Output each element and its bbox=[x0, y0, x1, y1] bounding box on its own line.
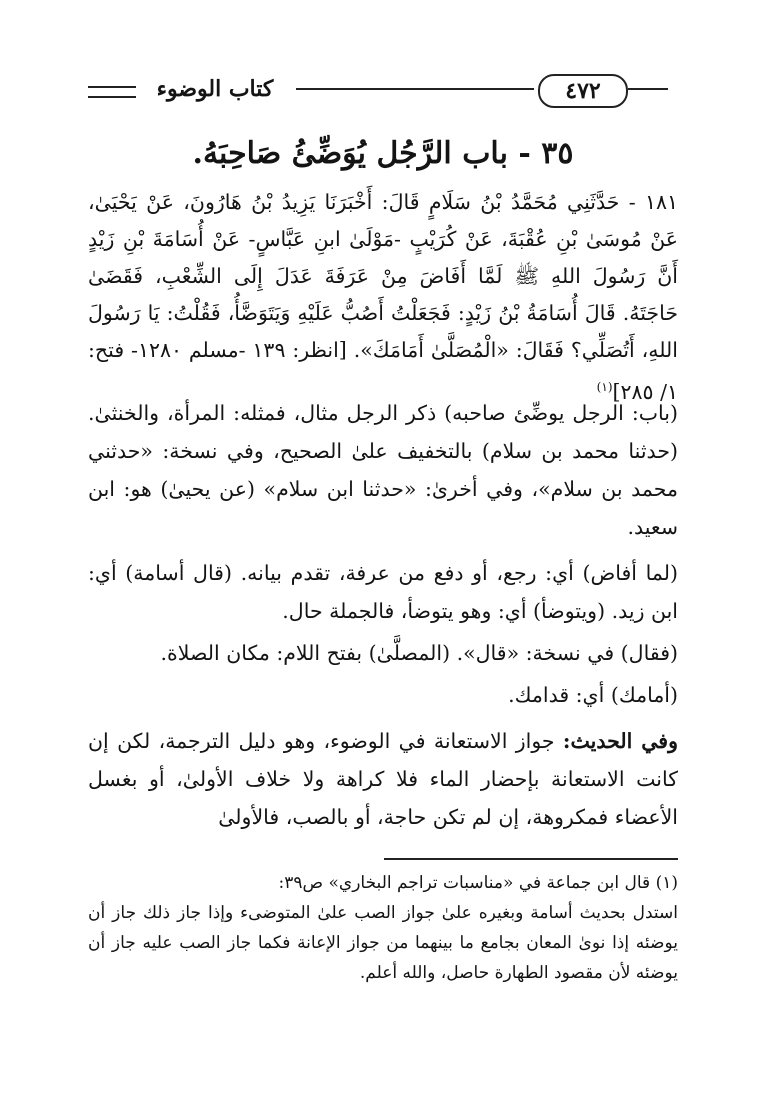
section-text: جواز الاستعانة في الوضوء، وهو دليل الترجمة، لكن إن كانت الاستعانة بإحضار الماء فلا كراهة ولا خلاف الأولىٰ، أو بغسل الأعضاء فمكروهة، إن لم تكن حاجة، أو بالصب، فالأولىٰ bbox=[88, 729, 678, 829]
footnote-text: استدل بحديث أسامة وبغيره علىٰ جواز الصب علىٰ المتوضىء وإذا جاز ذلك جاز أن يوضئه إذا نوىٰ المعان بجامع ما بينهما من جواز الإعانة فكما جاز الصب عليه جاز أن يوضئه لأن مقصود الطهارة حاصل، والله أعلم. bbox=[88, 903, 678, 983]
commentary-paragraph: (أمامك) أي: قدامك. bbox=[508, 683, 678, 707]
commentary-paragraph: (باب: الرجل يوضِّئ صاحبه) ذكر الرجل مثال، فمثله: المرأة، والخنثىٰ. (حدثنا محمد بن سلام) بالتخفيف علىٰ الصحيح، وفي نسخة: «حدثني محمد بن سلام»، وفي أخرىٰ: «حدثنا ابن سلام» (عن يحيىٰ) هو: ابن سعيد. bbox=[88, 401, 678, 539]
header-rule-end bbox=[628, 88, 668, 90]
page-number: ٤٧٢ bbox=[538, 74, 628, 108]
footnote-separator bbox=[384, 858, 678, 860]
hadith-body: ١٨١ - حَدَّثَنِي مُحَمَّدُ بْنُ سَلَامٍ قَالَ: أَخْبَرَنَا يَزِيدُ بْنُ هَارُونَ، عَنْ يَحْيَىٰ، عَنْ مُوسَىٰ بْنِ عُقْبَةَ، عَنْ كُرَيْبٍ -مَوْلَىٰ ابنِ عَبَّاسٍ- عَنْ أُسَامَةَ بْنِ زَيْدٍ أَنَّ رَسُولَ اللهِ ﷺ لَمَّا أَفَاضَ مِنْ عَرَفَةَ عَدَلَ إِلَى الشِّعْبِ، فَقَضَىٰ حَاجَتَهُ. قَالَ أُسَامَةُ بْنُ زَيْدٍ: فَجَعَلْتُ أَصُبُّ عَلَيْهِ وَيَتَوَضَّأُ، فَقُلْتُ: يَا رَسُولَ اللهِ، أَتُصَلِّي؟ فَقَالَ: «الْمُصَلَّىٰ أَمَامَكَ». [انظر: ١٣٩ -مسلم ١٢٨٠- فتح: ١/ ٢٨٥] bbox=[88, 190, 678, 404]
section-lead: وفي الحديث: bbox=[562, 729, 678, 753]
hadith-text bbox=[88, 184, 678, 411]
footnote bbox=[88, 868, 678, 988]
commentary bbox=[88, 394, 678, 844]
book-title: كتاب الوضوء bbox=[156, 76, 274, 102]
commentary-paragraph: (فقال) في نسخة: «قال». (المصلَّىٰ) بفتح اللام: مكان الصلاة. bbox=[160, 641, 678, 665]
header-rule bbox=[296, 88, 534, 90]
footnote-reference: (١) bbox=[596, 380, 613, 394]
header-double-rule bbox=[88, 86, 136, 98]
chapter-title: ٣٥ - باب الرَّجُل يُوَضِّئُ صَاحِبَهُ. bbox=[192, 136, 574, 171]
page-header bbox=[88, 72, 688, 108]
commentary-paragraph-hadith-benefits bbox=[88, 722, 678, 836]
footnote-source-line: (١) قال ابن جماعة في «مناسبات تراجم البخاري» ص٣٩: bbox=[278, 873, 678, 893]
commentary-paragraph: (لما أفاض) أي: رجع، أو دفع من عرفة، تقدم بيانه. (قال أسامة) أي: ابن زيد. (ويتوضأ) أي: وهو يتوضأ، فالجملة حال. bbox=[88, 561, 678, 623]
